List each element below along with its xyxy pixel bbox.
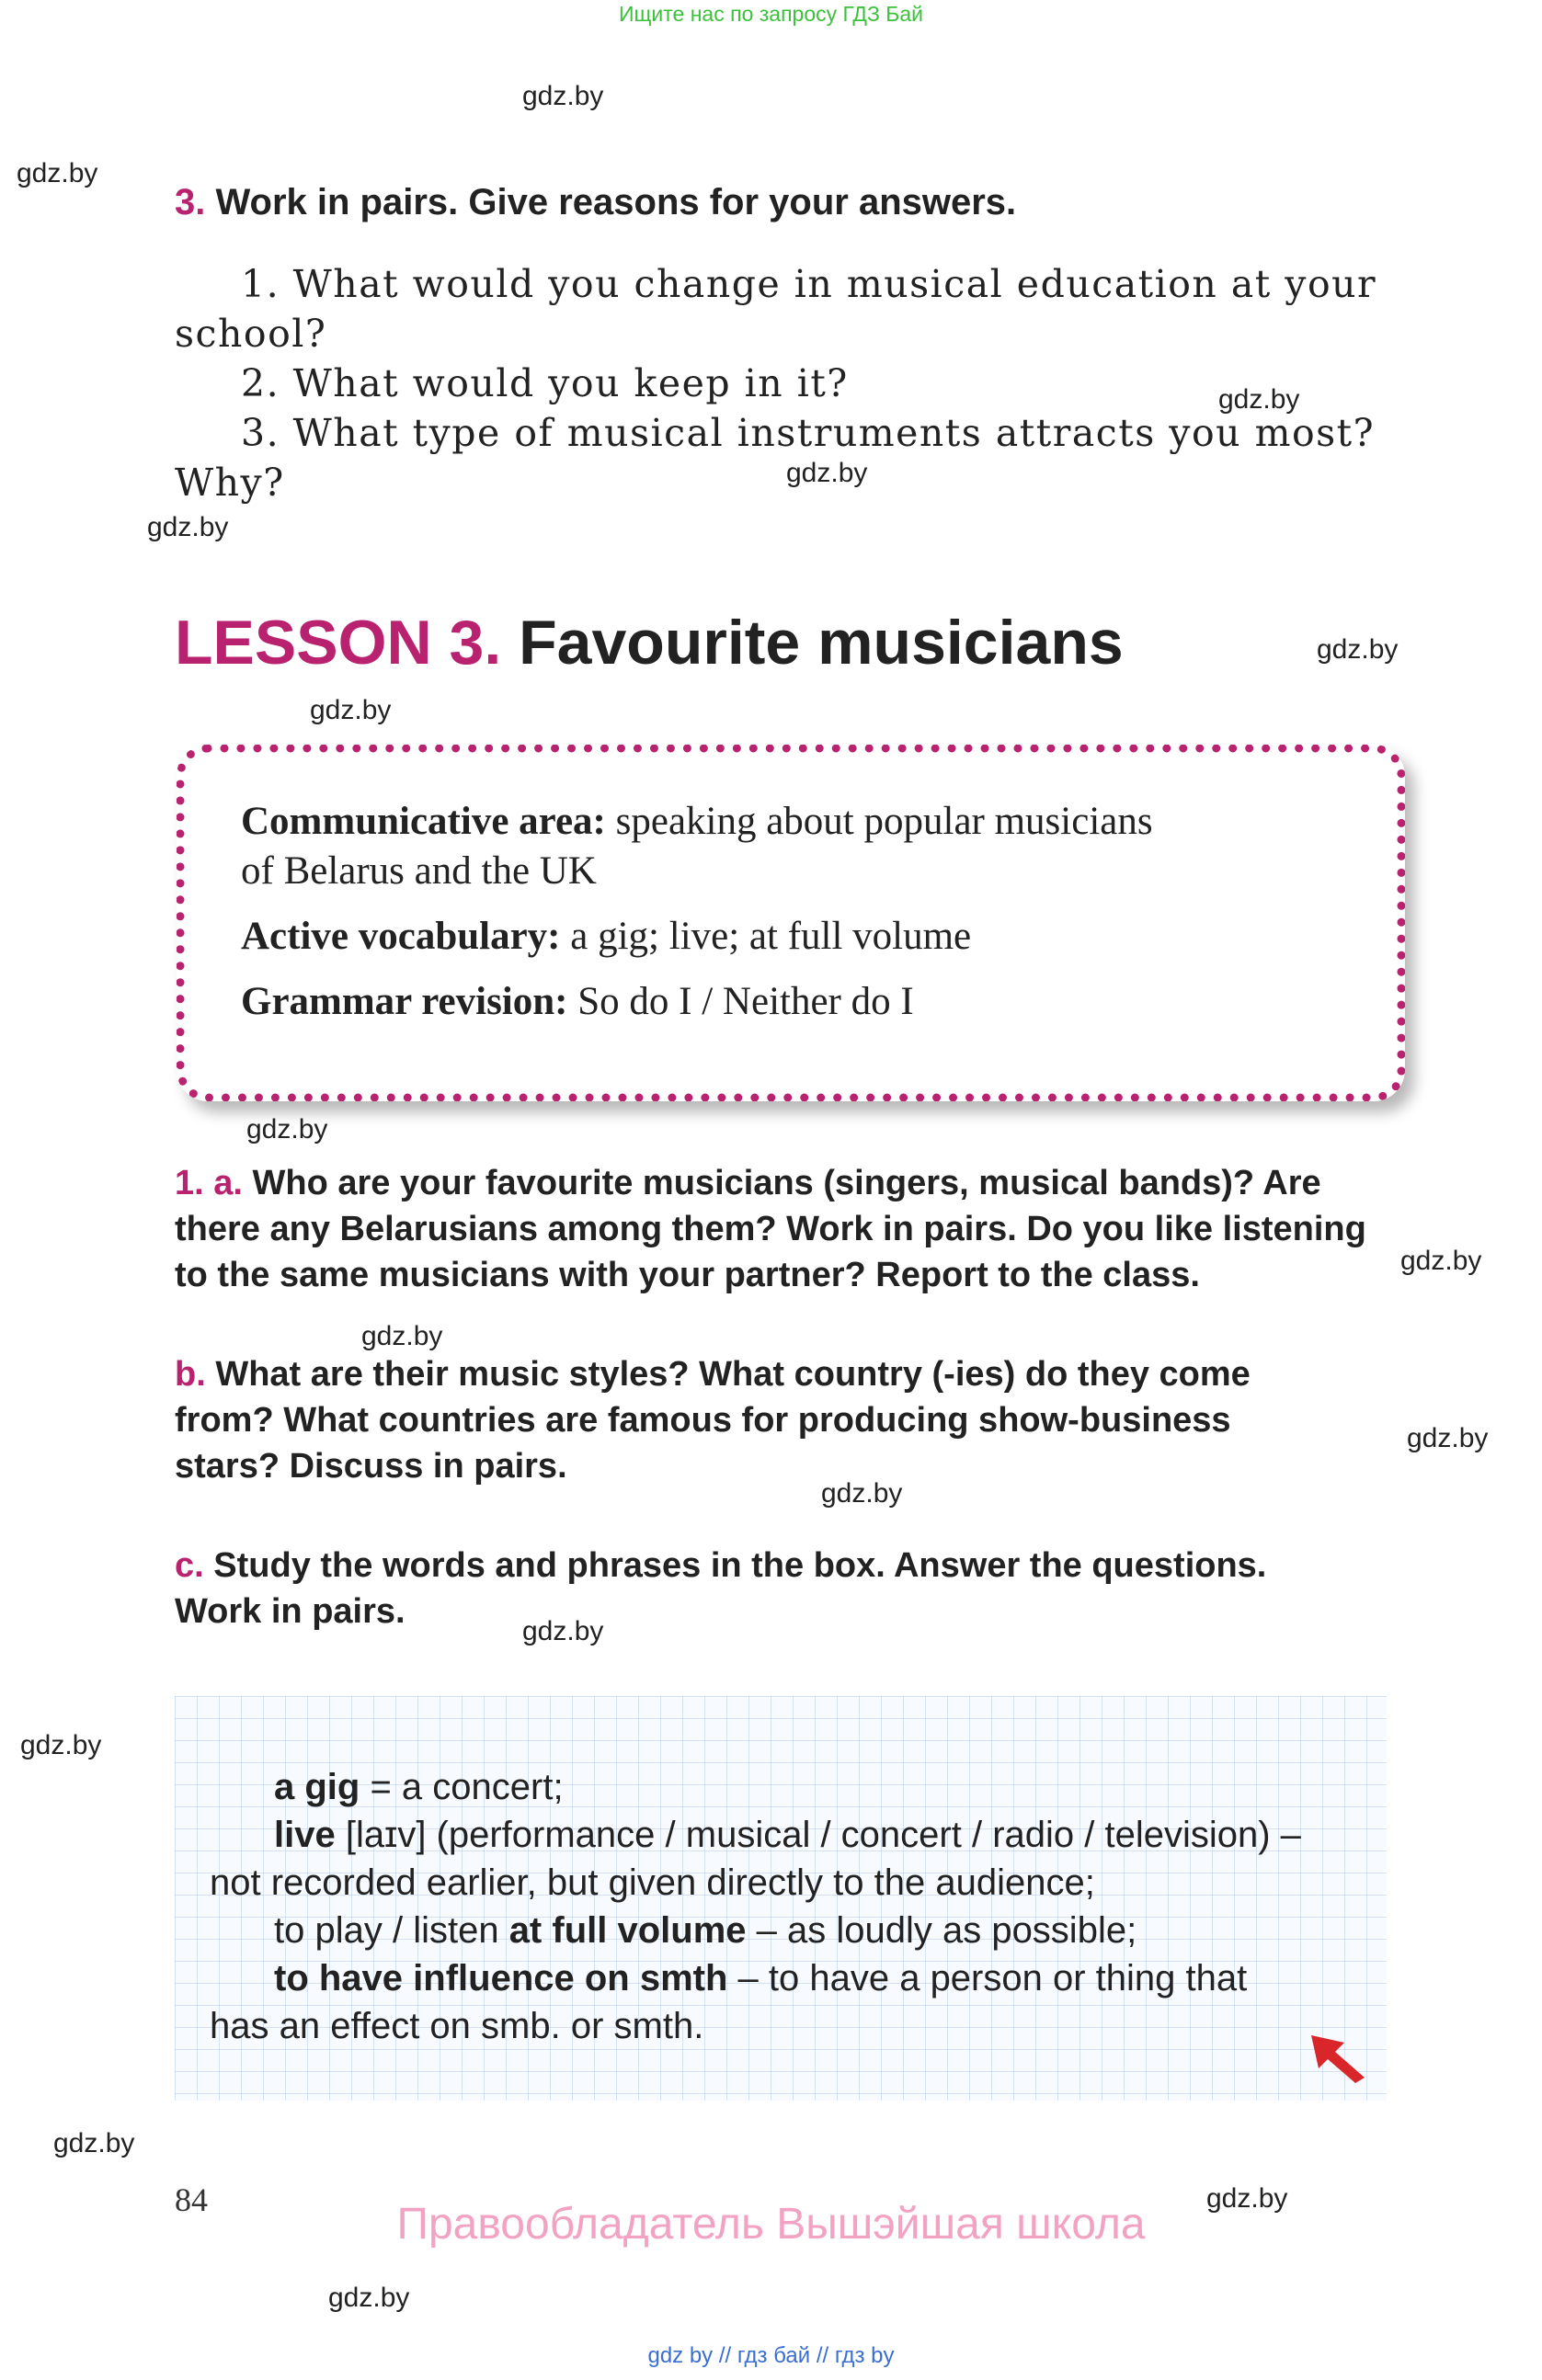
communicative-area <box>241 797 1153 846</box>
lesson-name: Favourite musicians <box>519 608 1124 678</box>
exercise-1c-line: Work in pairs. <box>175 1592 405 1631</box>
grammar-revision-label: Grammar revision: <box>241 980 568 1023</box>
vocab-term: a gig <box>274 1767 360 1807</box>
exercise-instruction: Work in pairs. Give reasons for your answers. <box>215 182 1017 222</box>
exercise-number: 3. <box>175 182 206 222</box>
exercise-1b-line <box>175 1351 1398 1397</box>
exercise-1b <box>175 1351 1398 1489</box>
watermark: gdz.by <box>361 1321 443 1351</box>
vocab-term: live <box>274 1815 336 1855</box>
vocab-term: at full volume <box>508 1910 747 1951</box>
vocab-live-cont: not recorded earlier, but given directly to the audience; <box>210 1862 1095 1903</box>
watermark: gdz.by <box>1206 2183 1288 2214</box>
vocab-definition: [laɪv] (performance / musical / concert / radio / television) – <box>335 1815 1301 1855</box>
watermark: gdz.by <box>522 1616 604 1646</box>
vocab-gig <box>274 1763 564 1811</box>
watermark: gdz.by <box>147 512 229 542</box>
lesson-number: LESSON 3. <box>175 608 502 678</box>
vocab-definition: – to have a person or thing that <box>727 1958 1248 1999</box>
exercise-1a-line <box>175 1160 1398 1206</box>
subtask-label: c. <box>175 1546 204 1585</box>
watermark: gdz.by <box>20 1730 102 1760</box>
vocab-definition: – as loudly as possible; <box>746 1910 1137 1951</box>
question-3-cont: Why? <box>175 461 285 505</box>
exercise-1a-line: to the same musicians with your partner? Report to the class. <box>175 1256 1200 1294</box>
communicative-area-label: Communicative area: <box>241 800 606 843</box>
exercise-1c-text: Study the words and phrases in the box. Answer the questions. <box>213 1546 1267 1585</box>
watermark: gdz.by <box>53 2128 135 2158</box>
watermark: gdz.by <box>246 1114 328 1144</box>
exercise-number: 1. <box>175 1164 204 1202</box>
exercise-3-heading <box>175 182 1016 223</box>
watermark: gdz.by <box>522 81 604 111</box>
exercise-1a-text: Who are your favourite musicians (singers, musical bands)? Are <box>252 1164 1321 1202</box>
communicative-area-text: speaking about popular musicians <box>605 800 1153 843</box>
vocab-influence <box>274 1954 1247 2002</box>
watermark: gdz.by <box>1400 1246 1482 1276</box>
vocab-term: to have influence on smth <box>274 1958 728 1999</box>
red-arrow-icon <box>1308 2033 1368 2085</box>
exercise-1b-line: from? What countries are famous for producing show-business <box>175 1401 1231 1440</box>
exercise-1a <box>175 1160 1398 1298</box>
active-vocabulary-text: a gig; live; at full volume <box>560 915 972 958</box>
vocab-influence-cont: has an effect on smb. or smth. <box>210 2006 704 2046</box>
page-number: 84 <box>175 2181 208 2218</box>
question-1: 1. What would you change in musical education at your <box>241 262 1377 306</box>
exercise-1a-line: there any Belarusians among them? Work in pairs. Do you like listening <box>175 1210 1366 1248</box>
exercise-1c <box>175 1543 1398 1634</box>
subtask-label: b. <box>175 1355 206 1394</box>
watermark: gdz.by <box>1317 634 1399 665</box>
exercise-1b-line: stars? Discuss in pairs. <box>175 1447 567 1486</box>
watermark: gdz.by <box>328 2283 410 2313</box>
question-2: 2. What would you keep in it? <box>241 361 849 405</box>
watermark: gdz.by <box>1218 384 1300 415</box>
top-banner-link[interactable]: Ищите нас по запросу ГДЗ Бай <box>618 2 924 26</box>
bottom-links[interactable]: gdz by // гдз бай // гдз by <box>647 2343 895 2368</box>
active-vocabulary-label: Active vocabulary: <box>241 915 561 958</box>
watermark: gdz.by <box>821 1478 903 1509</box>
grammar-revision <box>241 977 914 1026</box>
vocab-prefix: to play / listen <box>274 1910 509 1951</box>
subtask-label: a. <box>213 1164 243 1202</box>
question-3: 3. What type of musical instruments attracts you most? <box>241 411 1376 455</box>
rights-holder-text: Правообладатель Вышэйшая школа <box>396 2200 1146 2249</box>
watermark: gdz.by <box>310 695 392 725</box>
vocab-definition: = a concert; <box>360 1767 564 1807</box>
communicative-area-cont: of Belarus and the UK <box>241 849 597 893</box>
vocab-full-volume <box>274 1907 1137 1954</box>
question-1-cont: school? <box>175 312 327 356</box>
exercise-1b-text: What are their music styles? What country (-ies) do they come <box>215 1355 1251 1394</box>
lesson-title <box>175 607 1124 678</box>
watermark: gdz.by <box>17 158 98 188</box>
exercise-1c-line <box>175 1543 1398 1589</box>
vocab-live <box>274 1811 1301 1859</box>
grammar-revision-text: So do I / Neither do I <box>567 980 914 1023</box>
active-vocabulary <box>241 912 971 961</box>
watermark: gdz.by <box>786 458 868 488</box>
watermark: gdz.by <box>1407 1423 1489 1453</box>
